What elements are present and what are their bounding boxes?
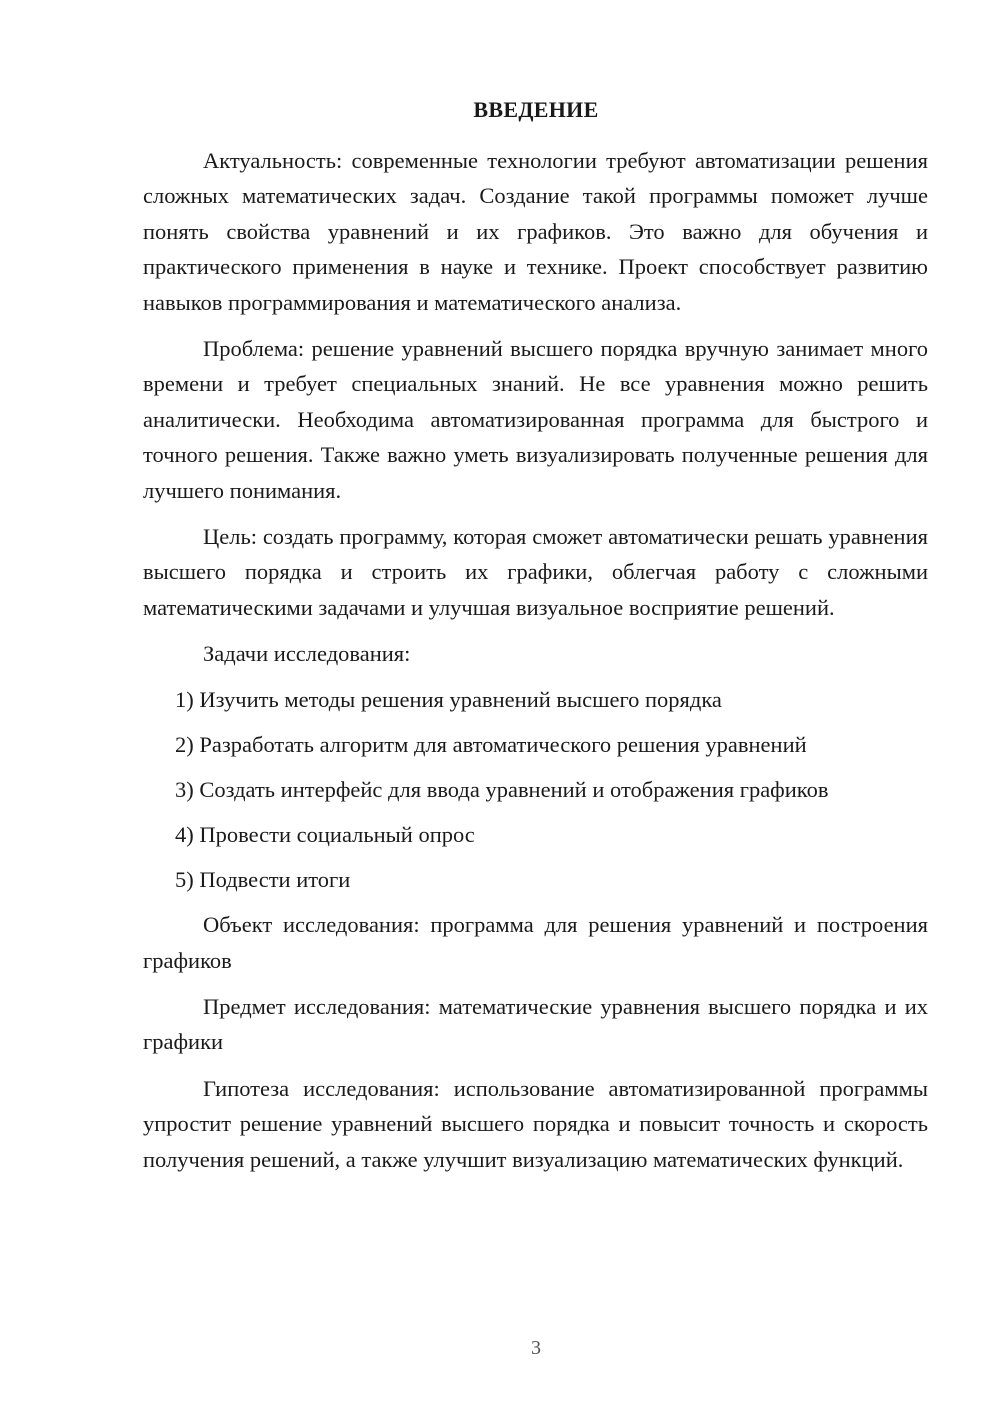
- list-item: 1) Изучить методы решения уравнений высшего порядка: [175, 686, 722, 712]
- list-item: 4) Провести социальный опрос: [175, 821, 475, 847]
- research-hypothesis-paragraph: Гипотеза исследования: использование автоматизированной программы упростит решение уравнений высшего порядка и повысит точность и скорость получения решений, а также улучшит визуализацию математических функций.: [143, 1075, 928, 1172]
- tasks-heading: Задачи исследования:: [203, 641, 411, 667]
- relevance-paragraph: Актуальность: современные технологии требуют автоматизации решения сложных математических задач. Создание такой программы поможет лучше понять свойства уравнений и их графиков. Это важно для обучения и практического применения в науке и технике. Проект способствует развитию навыков программирования и математического анализа.: [143, 148, 928, 315]
- list-item: 3) Создать интерфейс для ввода уравнений и отображения графиков: [175, 776, 829, 802]
- list-item: 5) Подвести итоги: [175, 866, 351, 892]
- page-title: ВВЕДЕНИЕ: [473, 97, 599, 122]
- tasks-list: [143, 682, 928, 897]
- research-object-paragraph: Объект исследования: программа для решения уравнений и построения графиков: [143, 912, 928, 973]
- problem-paragraph: Проблема: решение уравнений высшего порядка вручную занимает много времени и требует специальных знаний. Не все уравнения можно решить аналитически. Необходима автоматизированная программа для быстрого и точного решения. Также важно уметь визуализировать полученные решения для лучшего понимания.: [143, 336, 928, 503]
- list-item: 2) Разработать алгоритм для автоматического решения уравнений: [175, 731, 807, 757]
- document-body: [143, 143, 928, 1188]
- research-subject-paragraph: Предмет исследования: математические уравнения высшего порядка и их графики: [143, 993, 928, 1055]
- goal-paragraph: Цель: создать программу, которая сможет автоматически решать уравнения высшего порядка и строить их графики, облегчая работу с сложными математическими задачами и улучшая визуальное восприятие решений.: [143, 524, 928, 620]
- page-number: 3: [531, 1337, 541, 1359]
